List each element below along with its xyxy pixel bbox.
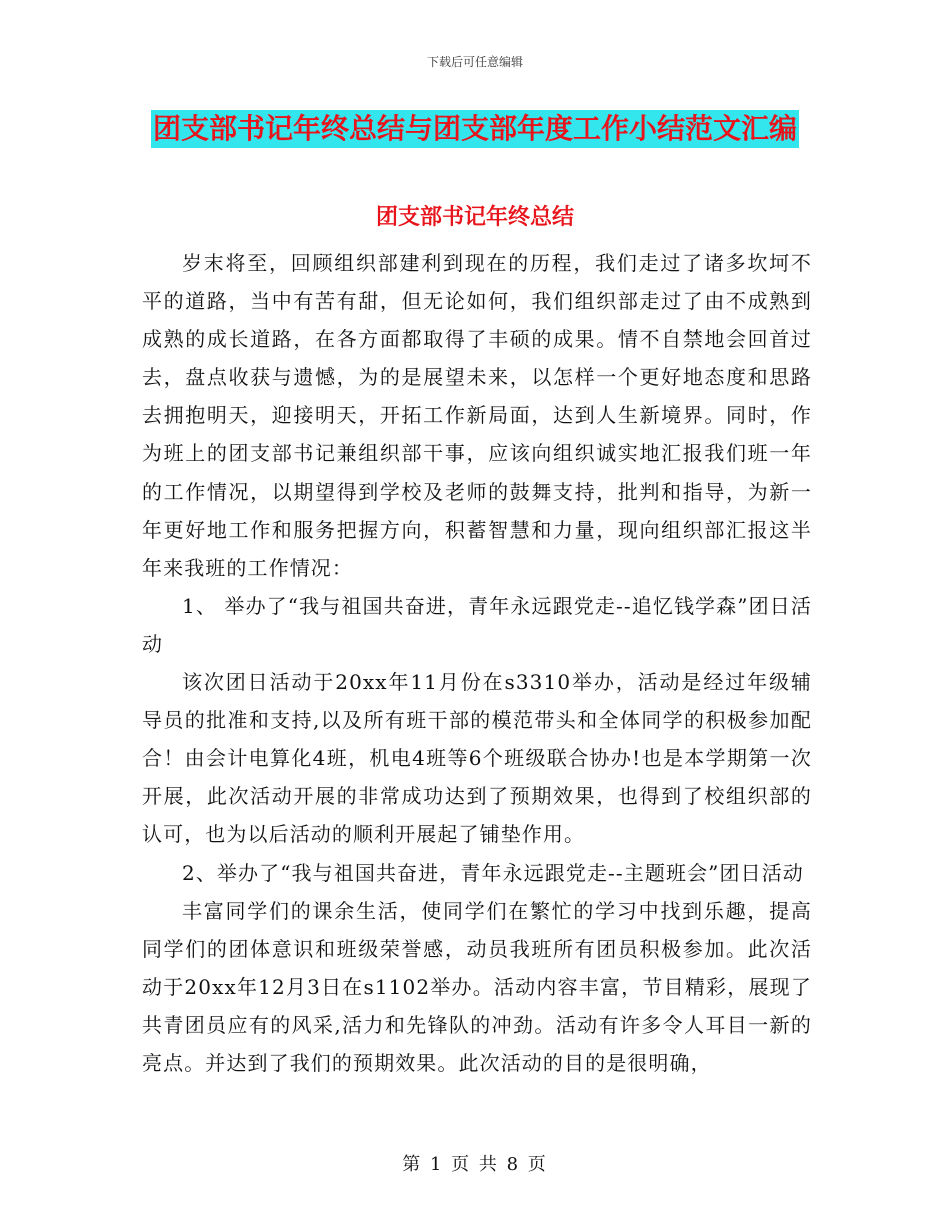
paragraph-item-2-body: 丰富同学们的课余生活，使同学们在繁忙的学习中找到乐趣，提高同学们的团体意识和班级荣誉感，动员我班所有团员积极参加。此次活动于20xx年12月3日在s1102举办。活动内容丰富，节目精彩，展现了共青团员应有的风采,活力和先锋队的冲劲。活动有许多令人耳目一新的亮点。并达到了我们的预期效果。此次活动的目的是很明确， [142,898,812,1075]
paragraph-item-1-body: 该次团日活动于20xx年11月份在s3310举办，活动是经过年级辅导员的批准和支持,以及所有班干部的模范带头和全体同学的积极参加配合！由会计电算化4班，机电4班等6个班级联合协办!也是本学期第一次开展，此次活动开展的非常成功达到了预期效果，也得到了校组织部的认可，也为以后活动的顺利开展起了铺垫作用。 [142,670,812,847]
paragraph-intro: 岁末将至，回顾组织部建利到现在的历程，我们走过了诸多坎坷不平的道路，当中有苦有甜，但无论如何，我们组织部走过了由不成熟到成熟的成长道路，在各方面都取得了丰硕的成果。情不自禁地会回首过去，盘点收获与遗憾，为的是展望未来，以怎样一个更好地态度和思路去拥抱明天，迎接明天，开拓工作新局面，达到人生新境界。同时，作为班上的团支部书记兼组织部干事，应该向组织诚实地汇报我们班一年的工作情况，以期望得到学校及老师的鼓舞支持，批判和指导，为新一年更好地工作和服务把握方向，积蓄智慧和力量，现向组织部汇报这半年来我班的工作情况： [142,251,812,580]
page-footer: 第 1 页 共 8 页 [402,1154,548,1175]
header-note: 下载后可任意编辑 [426,55,523,69]
section-title: 团支部书记年终总结 [375,205,574,230]
paragraph-item-1-heading: 1、 举办了“我与祖国共奋进，青年永远跟党走--追忆钱学森”团日活动 [142,593,812,656]
document-body [142,244,812,1082]
document-title: 团支部书记年终总结与团支部年度工作小结范文汇编 [151,110,799,148]
document-title-wrapper [0,110,950,148]
paragraph-item-2-heading: 2、举办了“我与祖国共奋进，青年永远跟党走--主题班会”团日活动 [182,860,804,885]
